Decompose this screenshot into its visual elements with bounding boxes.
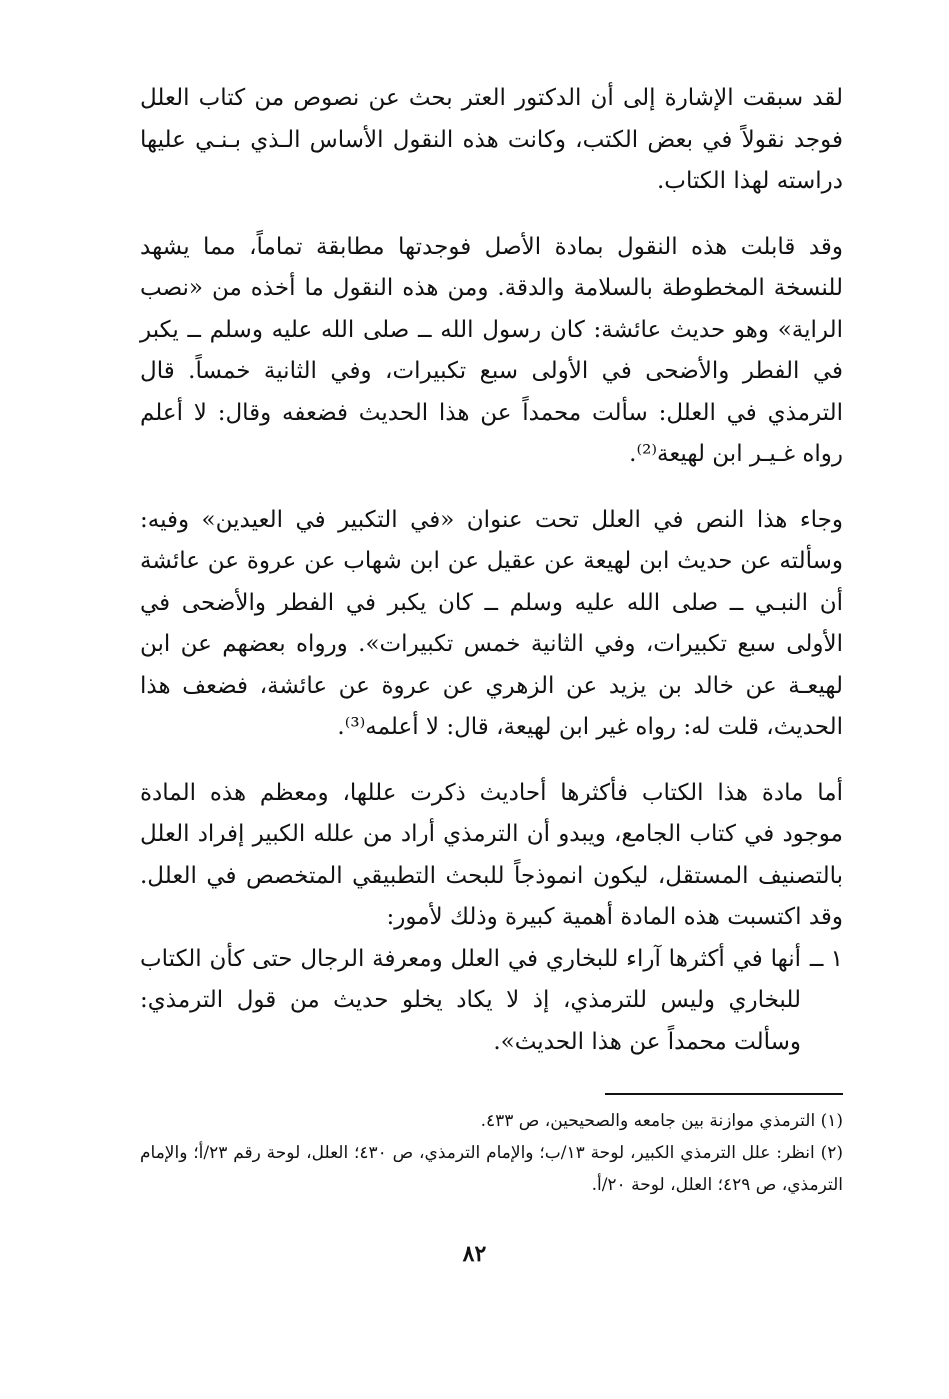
footnote-divider <box>605 1093 843 1095</box>
paragraph-4: أما مادة هذا الكتاب فأكثرها أحاديث ذكرت عللها، ومعظم هذه المادة موجود في كتاب الجامع، ويبدو أن الترمذي أراد من علله الكبير إفراد العلل بالتصنيف المستقل، ليكون انموذجاً للبحث التطبيقي المتخصص في العلل. وقد اكتسبت هذه المادة أهمية كبيرة وذلك لأمور: <box>140 779 843 930</box>
paragraph-1: لقد سبقت الإشارة إلى أن الدكتور العتر بحث عن نصوص من كتاب العلل فوجد نقولاً في بعض الكتب، وكانت هذه النقول الأساس الـذي بـنـي عليها دراسته لهذا الكتاب. <box>140 85 843 194</box>
footnotes <box>140 1105 843 1201</box>
footnote-2: (٢) انظر: علل الترمذي الكبير، لوحة ١٣/ب؛ والإمام الترمذي، ص ٤٣٠؛ العلل، لوحة رقم ٢٣/أ؛ والإمام الترمذي، ص ٤٢٩؛ العلل، لوحة ٢٠/أ. <box>140 1143 843 1195</box>
footnote-1: (١) الترمذي موازنة بين جامعه والصحيحين، ص ٤٣٣. <box>480 1111 843 1131</box>
paragraph-3: وجاء هذا النص في العلل تحت عنوان «في التكبير في العيدين» وفيه: وسألته عن حديث ابن لهيعة عن عقيل عن ابن شهاب عن عروة عن عائشة أن النبـي ــ صلى الله عليه وسلم ــ كان يكبر في الفطر والأضحى في الأولى سبع تكبيرات، وفي الثانية خمس تكبيرات». ورواه بعضهم عن ابن لهيعـة عن خالد بن يزيد عن الزهري عن عروة عن عائشة، فضعف هذا الحديث، قلت له: رواه غير ابن لهيعة، قال: لا أعلمه⁽³⁾. <box>140 506 843 740</box>
list-item-number: ١ ــ <box>809 945 843 972</box>
main-text <box>140 78 843 1063</box>
paragraph-2: وقد قابلت هذه النقول بمادة الأصل فوجدتها مطابقة تماماً، مما يشهد للنسخة المخطوطة بالسلامة والدقة. ومن هذه النقول ما أخذه من «نصب الراية» وهو حديث عائشة: كان رسول الله ــ صلى الله عليه وسلم ــ يكبر في الفطر والأضحى في الأولى سبع تكبيرات، وفي الثانية خمساً. قال الترمذي في العلل: سألت محمداً عن هذا الحديث فضعفه وقال: لا أعلم رواه غـيـر ابن لهيعة⁽²⁾. <box>140 233 843 467</box>
list-item <box>140 939 843 1064</box>
page-number: ٨٢ <box>462 1241 487 1267</box>
list-item-text: أنها في أكثرها آراء للبخاري في العلل ومعرفة الرجال حتى كأن الكتاب للبخاري وليس للترمذي، إذ لا يكاد يخلو حديث من قول الترمذي: وسألت محمداً عن هذا الحديث». <box>140 945 801 1055</box>
